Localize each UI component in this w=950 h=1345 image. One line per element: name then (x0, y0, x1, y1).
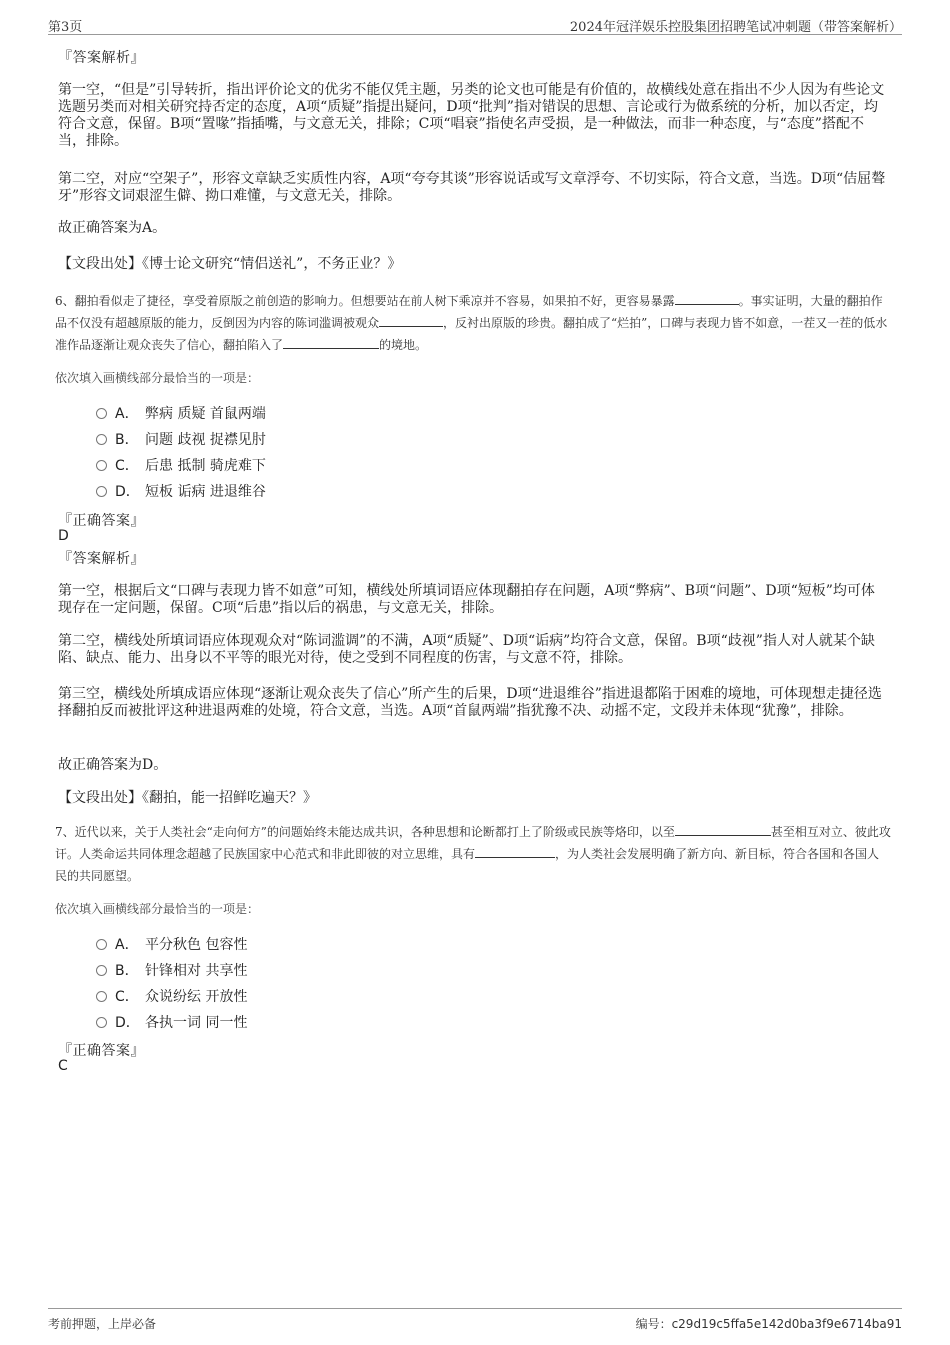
question-text: ，为人类社会发展明确了新方向、新目标，符合各国和各国人民的共同愿望。 (55, 847, 880, 883)
option-a[interactable]: A． 弊病 质疑 首鼠两端 (96, 403, 266, 423)
analysis-paragraph: 第一空，根据后文“口碑与表现力皆不如意”可知，横线处所填词语应体现翻拍存在问题，A项“弊病”、B项“问题”、D项“短板”均可体现存在一定问题，保留。C项“后患”指以后的祸患，与文意无关，排除。 (58, 583, 875, 616)
document-title: 2024年冠洋娱乐控股集团招聘笔试冲刺题（带答案解析） (569, 20, 902, 35)
question-7-stem (55, 821, 891, 887)
question-text: 6、翻拍看似走了捷径，享受着原版之前创造的影响力。但想要站在前人树下乘凉并不容易，如果拍不好，更容易暴露 (55, 294, 675, 308)
correct-answer: D (58, 528, 69, 544)
answer-blank (675, 292, 739, 305)
analysis-label: 『答案解析』 (58, 50, 145, 66)
answer-blank (379, 314, 443, 327)
question-text: 7、近代以来，关于人类社会“走向何方”的问题始终未能达成共识，各种思想和论断都打上了阶级或民族等烙印，以至 (55, 825, 675, 839)
answer-blank (283, 336, 379, 349)
radio-button[interactable] (96, 939, 107, 950)
option-c[interactable]: C． 众说纷纭 开放性 (96, 986, 247, 1006)
analysis-paragraph: 第二空，对应“空架子”，形容文章缺乏实质性内容，A项“夸夸其谈”形容说话或写文章浮夸、不切实际，符合文意，当选。D项“佶屈聱牙”形容文词艰涩生僻、拗口难懂，与文意无关，排除。 (58, 171, 886, 204)
option-b[interactable]: B． 问题 歧视 捉襟见肘 (96, 429, 266, 449)
question-prompt: 依次填入画横线部分最恰当的一项是： (55, 371, 260, 385)
question-prompt: 依次填入画横线部分最恰当的一项是： (55, 902, 260, 916)
correct-answer: C (58, 1058, 68, 1074)
radio-button[interactable] (96, 1017, 107, 1028)
radio-button[interactable] (96, 408, 107, 419)
radio-button[interactable] (96, 965, 107, 976)
question-6-stem (55, 290, 891, 356)
option-b[interactable]: B． 针锋相对 共享性 (96, 960, 247, 980)
page-number: 第3页 (48, 20, 83, 35)
correct-answer-label: 『正确答案』 (58, 513, 145, 529)
footer-slogan: 考前押题，上岸必备 (48, 1317, 157, 1331)
option-d[interactable]: D． 短板 诟病 进退维谷 (96, 481, 266, 501)
radio-button[interactable] (96, 434, 107, 445)
conclusion: 故正确答案为A。 (58, 220, 167, 236)
answer-blank (475, 845, 555, 858)
radio-button[interactable] (96, 460, 107, 471)
question-text: 的境地。 (379, 338, 428, 352)
radio-button[interactable] (96, 486, 107, 497)
document-id: 编号：c29d19c5ffa5e142d0ba3f9e6714ba91 (635, 1317, 902, 1331)
option-d[interactable]: D． 各执一词 同一性 (96, 1012, 247, 1032)
analysis-paragraph: 第二空，横线处所填词语应体现观众对“陈词滥调”的不满，A项“质疑”、D项“诟病”均符合文意，保留。B项“歧视”指人对人就某个缺陷、缺点、能力、出身以不平等的眼光对待，使之受到不同程度的伤害，与文意不符，排除。 (58, 633, 875, 666)
question-text: 甚至相互对立、彼此攻讦。人类命运共同体理念超越了民族国家中心范式和非此即彼的对立思维，具有 (55, 825, 891, 861)
analysis-label: 『答案解析』 (58, 551, 145, 567)
option-a[interactable]: A． 平分秋色 包容性 (96, 934, 247, 954)
source-citation: 【文段出处】《翻拍，能一招鲜吃遍天？》 (58, 790, 317, 806)
question-text: 。事实证明，大量的翻拍作品不仅没有超越原版的能力，反倒因为内容的陈词滥调被观众 (55, 294, 883, 330)
page-header (48, 14, 902, 35)
correct-answer-label: 『正确答案』 (58, 1043, 145, 1059)
question-text: ，反衬出原版的珍贵。翻拍成了“烂拍”，口碑与表现力皆不如意，一茬又一茬的低水准作品逐渐让观众丧失了信心，翻拍陷入了 (55, 316, 888, 352)
radio-button[interactable] (96, 991, 107, 1002)
answer-blank (675, 823, 771, 836)
source-citation: 【文段出处】《博士论文研究“情侣送礼”，不务正业？》 (58, 256, 402, 272)
conclusion: 故正确答案为D。 (58, 757, 168, 773)
page-footer (48, 1308, 902, 1333)
option-c[interactable]: C． 后患 抵制 骑虎难下 (96, 455, 266, 475)
analysis-paragraph: 第一空，“但是”引导转折，指出评价论文的优劣不能仅凭主题，另类的论文也可能是有价值的，故横线处意在指出不少人因为有些论文选题另类而对相关研究持否定的态度，A项“质疑”指提出疑问，D项“批判”指对错误的思想、言论或行为做系统的分析，加以否定，均符合文意，保留。B项“置喙”指插嘴，与文意无关，排除；C项“唱衰”指使名声受损，是一种做法，而非一种态度，与“态度”搭配不当，排除。 (58, 82, 885, 149)
analysis-paragraph: 第三空，横线处所填成语应体现“逐渐让观众丧失了信心”所产生的后果，D项“进退维谷”指进退都陷于困难的境地，可体现想走捷径选择翻拍反而被批评这种进退两难的处境，符合文意，当选。A项“首鼠两端”指犹豫不决、动摇不定，文段并未体现“犹豫”，排除。 (58, 686, 882, 719)
